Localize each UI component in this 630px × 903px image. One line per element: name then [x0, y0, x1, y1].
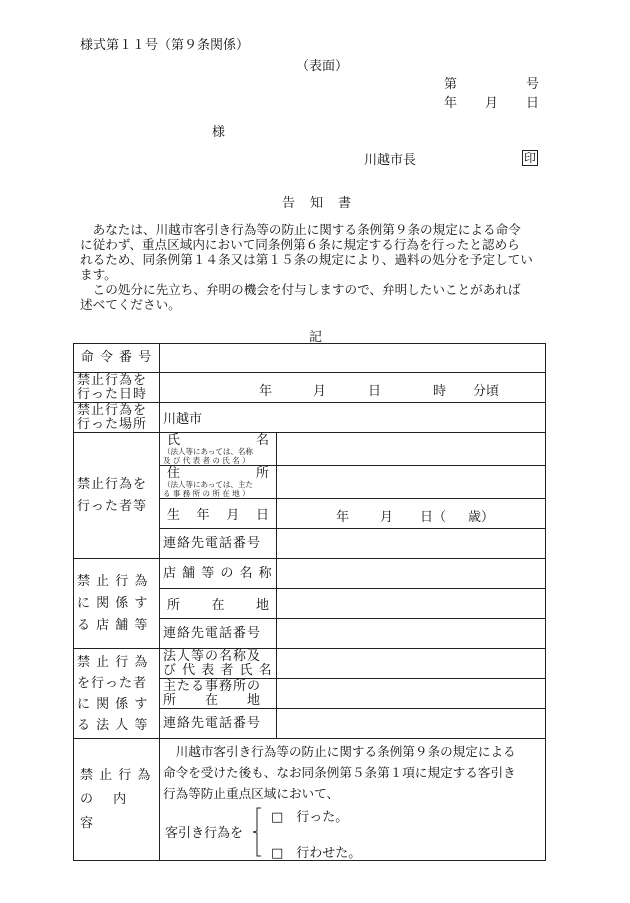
notice-table — [73, 343, 546, 861]
body-line: あなたは、川越市客引き行為等の防止に関する条例第９条の規定による命令 — [80, 222, 521, 237]
corp-phone-label: 連絡先電話番号 — [160, 709, 277, 739]
option-did[interactable]: □ 行った。 — [271, 810, 349, 825]
birth-day: 日（ — [420, 509, 447, 525]
birth-char: 生 — [167, 508, 181, 523]
order-number-field[interactable] — [160, 344, 546, 373]
content-label — [74, 739, 160, 861]
table-row — [74, 739, 546, 861]
location-char: 在 — [211, 598, 225, 613]
address-label-b: 所 — [255, 465, 269, 481]
store-name-label: 店 舗 等 の 名 称 — [160, 559, 277, 589]
birth-char: 日 — [255, 508, 269, 523]
issue-month: 月 — [485, 96, 499, 111]
table-row — [74, 373, 546, 403]
corp-phone-field[interactable] — [277, 709, 546, 739]
birth-char: 月 — [226, 508, 240, 523]
table-row — [74, 649, 546, 679]
store-location-field[interactable] — [277, 589, 546, 619]
person-address-field[interactable] — [277, 466, 546, 499]
birth-char: 年 — [196, 508, 210, 523]
date-minute: 分頃 — [473, 383, 500, 399]
body-line: 述べてください。 — [80, 297, 181, 312]
issue-day: 日 — [526, 96, 540, 111]
name-note-line: （法人等にあっては、名称 — [163, 446, 253, 456]
table-row — [74, 403, 546, 433]
label-line: に 関 係 す — [77, 696, 149, 712]
document-title: 告 知 書 — [282, 196, 353, 211]
label-line: 禁 止 行 為 — [77, 654, 149, 670]
date-field[interactable] — [160, 373, 546, 403]
addressee-suffix: 様 — [212, 125, 226, 140]
date-day: 日 — [368, 383, 382, 399]
store-name-field[interactable] — [277, 559, 546, 589]
date-hour: 時 — [433, 383, 447, 399]
ki-label: 記 — [309, 330, 323, 345]
person-name-field[interactable] — [277, 433, 546, 466]
table-row — [74, 559, 546, 589]
option-made-do[interactable]: □ 行わせた。 — [271, 846, 362, 861]
label-line: る 店 舗 等 — [77, 617, 149, 633]
body-line: に従わず、重点区域内において同条例第６条に規定する行為を行ったと認めら — [80, 237, 520, 252]
birthdate-field[interactable] — [277, 499, 546, 529]
seal-mark: 印 — [524, 151, 537, 165]
label-line: 行った者等 — [77, 498, 148, 514]
action-label: 客引き行為を — [165, 826, 244, 841]
order-number-label: 命 令 番 号 — [74, 344, 160, 373]
label-line: 行った日時 — [77, 386, 148, 402]
store-phone-field[interactable] — [277, 619, 546, 649]
person-address-label — [160, 466, 277, 499]
side-label: （表面） — [296, 59, 349, 74]
content-cell — [160, 739, 546, 861]
label-line: を行った者 — [77, 675, 148, 691]
body-paragraph-1 — [80, 222, 550, 282]
content-line: 命令を受けた後も、なお同条例第５条第１項に規定する客引き — [163, 765, 516, 780]
birth-year: 年 — [336, 509, 350, 525]
place-field[interactable]: 川越市 — [160, 403, 546, 433]
label-line: 行った場所 — [77, 416, 148, 432]
name-note-line: 及 び 代 表 者 の 氏 名 ） — [163, 455, 250, 465]
date-year: 年 — [259, 383, 273, 399]
issue-year: 年 — [444, 96, 458, 111]
place-label — [74, 403, 160, 433]
label-line: に 関 係 す — [77, 595, 149, 611]
corp-name-label — [160, 649, 277, 679]
birth-age: 歳） — [468, 509, 495, 525]
doc-number-prefix: 第 — [444, 77, 458, 92]
label-line: 主たる事務所の — [163, 678, 262, 694]
label-line: 禁止行為を — [77, 476, 148, 492]
brace-icon — [249, 804, 269, 860]
label-line: 法人等の名称及 — [163, 648, 262, 664]
table-row — [74, 433, 546, 466]
label-line: る 法 人 等 — [77, 717, 149, 733]
label-line: 禁止行為を — [77, 372, 148, 388]
body-line: ます。 — [80, 267, 117, 282]
label-line: 禁 止 行 為 — [80, 767, 152, 783]
label-line: 禁 止 行 為 — [77, 573, 149, 589]
form-number: 様式第１１号（第９条関係） — [80, 38, 250, 53]
store-phone-label: 連絡先電話番号 — [160, 619, 277, 649]
corp-name-field[interactable] — [277, 649, 546, 679]
body-paragraph-2 — [80, 282, 550, 312]
store-location-label — [160, 589, 277, 619]
date-month: 月 — [313, 383, 327, 399]
content-line: 行為等防止重点区域において、 — [163, 786, 340, 801]
person-phone-label: 連絡先電話番号 — [160, 529, 277, 559]
birthdate-label — [160, 499, 277, 529]
store-label — [74, 559, 160, 649]
label-line: の 内 容 — [80, 791, 147, 831]
address-note-line: （法人等にあっては、主た — [163, 479, 253, 489]
birth-month: 月 — [380, 509, 394, 525]
person-label — [74, 433, 160, 559]
date-label — [74, 373, 160, 403]
label-line: 所 在 地 — [163, 692, 262, 708]
label-line: 禁止行為を — [77, 402, 148, 418]
issuer: 川越市長 — [364, 153, 417, 168]
body-line: れるため、同条例第１４条又は第１５条の規定により、過料の処分を予定してい — [80, 252, 533, 267]
body-line: この処分に先立ち、弁明の機会を付与しますので、弁明したいことがあれば — [80, 282, 521, 297]
corp-office-field[interactable] — [277, 679, 546, 709]
person-name-label — [160, 433, 277, 466]
doc-number-suffix: 号 — [526, 77, 540, 92]
corp-label — [74, 649, 160, 739]
corp-office-label — [160, 679, 277, 709]
name-label-b: 名 — [255, 432, 269, 448]
location-char: 地 — [255, 598, 269, 613]
name-label-a: 氏 — [167, 432, 181, 448]
location-char: 所 — [167, 598, 181, 613]
label-line: び 代 表 者 氏 名 — [163, 662, 273, 678]
address-note-line: る 事 務 所 の 所 在 地 ） — [163, 488, 250, 498]
table-row — [74, 344, 546, 373]
content-line: 川越市客引き行為等の防止に関する条例第９条の規定による — [163, 744, 516, 759]
person-phone-field[interactable] — [277, 529, 546, 559]
address-label-a: 住 — [167, 465, 181, 481]
